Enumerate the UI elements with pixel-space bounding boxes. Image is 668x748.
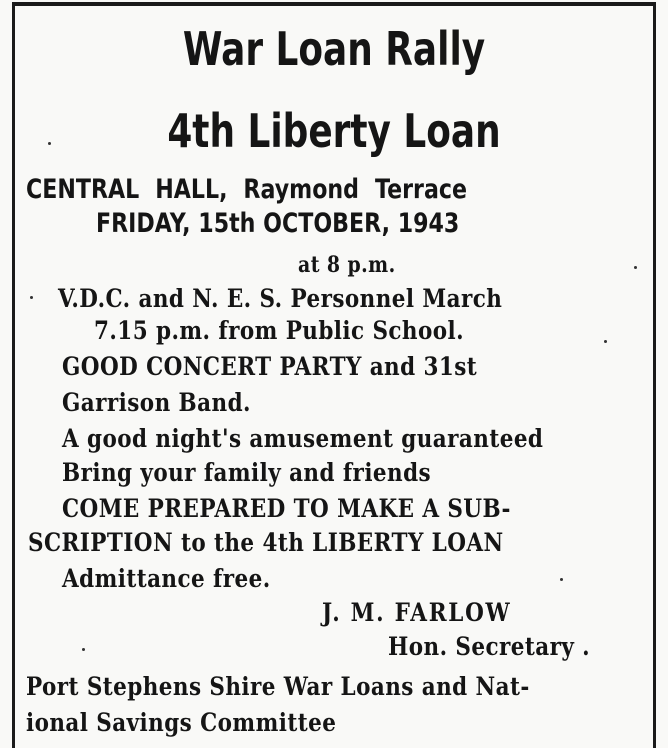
signature-role: Hon. Secretary . bbox=[388, 632, 591, 661]
body-line-7: COME PREPARED TO MAKE A SUB- bbox=[62, 494, 511, 523]
committee-line-2: ional Savings Committee bbox=[26, 708, 337, 737]
title-war-loan-rally: War Loan Rally bbox=[182, 22, 486, 76]
signature-name: J. M. FARLOW bbox=[322, 598, 512, 627]
print-speck bbox=[82, 648, 85, 651]
venue-line: CENTRAL HALL, Raymond Terrace bbox=[26, 174, 468, 205]
print-speck bbox=[48, 142, 51, 145]
print-speck bbox=[604, 340, 607, 343]
title-4th-liberty-loan: 4th Liberty Loan bbox=[167, 104, 501, 158]
print-speck bbox=[30, 296, 33, 299]
body-line-8: SCRIPTION to the 4th LIBERTY LOAN bbox=[28, 528, 504, 557]
body-line-9: Admittance free. bbox=[62, 564, 271, 593]
body-line-2: 7.15 p.m. from Public School. bbox=[94, 316, 465, 345]
committee-line-1: Port Stephens Shire War Loans and Nat- bbox=[26, 672, 530, 701]
body-line-6: Bring your family and friends bbox=[62, 458, 432, 487]
body-line-4: Garrison Band. bbox=[62, 388, 251, 417]
print-speck bbox=[560, 578, 563, 581]
body-line-5: A good night's amusement guaranteed bbox=[62, 424, 544, 453]
body-line-1: V.D.C. and N. E. S. Personnel March bbox=[58, 284, 503, 313]
time-line: at 8 p.m. bbox=[298, 252, 396, 278]
date-line: FRIDAY, 15th OCTOBER, 1943 bbox=[96, 208, 460, 239]
body-line-3: GOOD CONCERT PARTY and 31st bbox=[62, 352, 478, 381]
print-speck bbox=[634, 266, 637, 269]
